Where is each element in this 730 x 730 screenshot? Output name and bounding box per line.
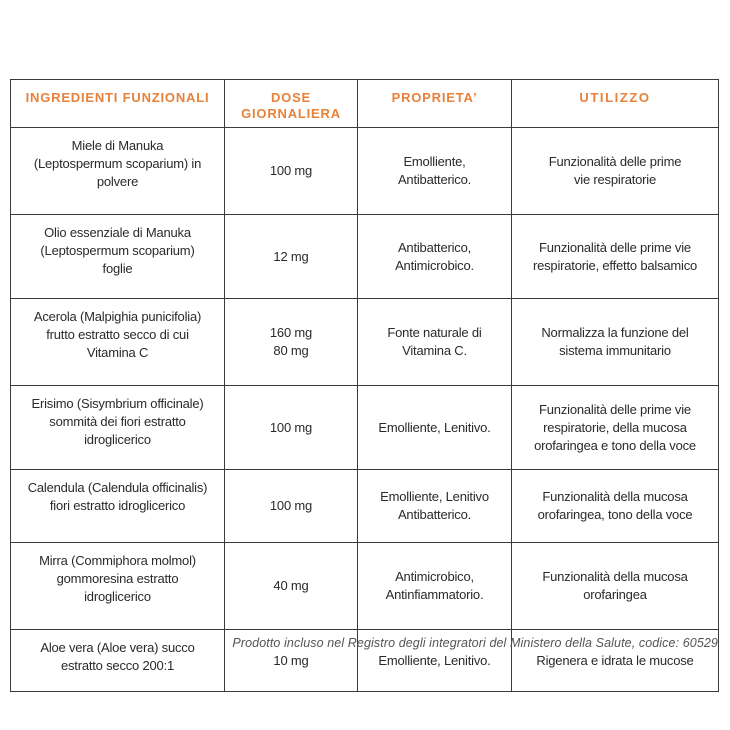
cell-line: Antibatterico. [397,172,472,187]
header-ingredienti [11,80,225,128]
ingredient-cell [11,128,225,215]
cell-line: 12 mg [273,248,309,264]
cell-line: foglie [102,261,133,276]
cell-line: Antimicrobico. [395,257,474,273]
table-row [11,128,719,215]
properties-cell [358,386,512,470]
use-cell [512,386,719,470]
ingredient-cell [11,299,225,386]
cell-line: (Leptospermum scoparium) [40,243,195,258]
cell-line: Erisimo (Sisymbrium officinale) [31,396,204,411]
cell-line: gommoresina estratto [56,571,179,586]
cell-line: 80 mg [273,343,309,358]
table-row [11,215,719,299]
cell-line: 40 mg [273,578,309,593]
table-row [11,470,719,543]
header-dose [225,80,358,128]
cell-line: 100 mg [269,163,313,178]
cell-line: Emolliente, Lenitivo. [378,419,491,435]
table-row [11,543,719,630]
dose-cell [225,128,358,215]
properties-cell [358,128,512,215]
header-text: FUNZIONALI [122,90,210,105]
cell-line: Acerola (Malpighia punicifolia) [33,309,202,324]
cell-line: idroglicerico [84,432,151,447]
use-cell [512,299,719,386]
cell-line: orofaringea e tono della voce [534,437,696,453]
cell-line: Antinfiammatorio. [385,587,484,602]
cell-line: Emolliente, [403,154,466,169]
use-cell [512,128,719,215]
cell-line: orofaringea [583,587,647,602]
use-cell [512,215,719,299]
cell-line: Mirra (Commiphora molmol) [39,553,196,568]
cell-line: orofaringea, tono della voce [537,507,693,522]
header-proprieta [358,80,512,128]
cell-line: Funzionalità delle prime [548,154,682,169]
use-cell [512,470,719,543]
cell-line: respiratorie, della mucosa [543,419,687,435]
cell-line: Vitamina C [86,345,149,360]
header-text: PROPRIETA’ [391,90,478,105]
cell-line: sistema immunitario [559,343,671,358]
dose-cell [225,215,358,299]
cell-line: Olio essenziale di Manuka [44,225,191,240]
properties-cell [358,299,512,386]
ingredient-cell [11,543,225,630]
ingredient-cell [11,470,225,543]
ingredient-cell [11,630,225,692]
header-text: INGREDIENTI [25,90,119,105]
cell-line: Emolliente, Lenitivo. [378,652,491,668]
properties-cell [358,543,512,630]
ingredient-cell [11,215,225,299]
cell-line: Antimicrobico, [395,569,474,584]
cell-line: Funzionalità delle prime vie [539,401,691,417]
cell-line: fiori estratto idroglicerico [49,498,186,513]
ingredient-cell [11,386,225,470]
header-text: DOSE [270,90,312,105]
dose-cell [225,543,358,630]
cell-line: Aloe vera (Aloe vera) succo [40,640,195,655]
cell-line: Antibatterico. [397,507,472,522]
properties-cell [358,215,512,299]
cell-line: respiratorie, effetto balsamico [532,257,698,273]
dose-cell [225,386,358,470]
table-row [11,386,719,470]
cell-line: frutto estratto secco di cui [46,327,189,342]
table-row [11,299,719,386]
use-cell [512,543,719,630]
header-text: UTILIZZO [579,90,651,105]
ingredients-table [10,79,719,692]
dose-cell [225,470,358,543]
cell-line: 100 mg [269,419,313,435]
cell-line: polvere [96,174,139,189]
header-utilizzo [512,80,719,128]
dose-cell [225,299,358,386]
cell-line: Emolliente, Lenitivo [380,489,489,504]
cell-line: 160 mg [269,325,313,340]
cell-line: sommità dei fiori estratto [49,414,186,429]
cell-line: Fonte naturale di [387,325,482,340]
table-header-row [11,80,719,128]
cell-line: 100 mg [269,498,313,513]
cell-line: idroglicerico [84,589,151,604]
ingredients-table-container [10,79,718,692]
cell-line: vie respiratorie [573,172,657,187]
cell-line: Antibatterico, [397,239,472,255]
cell-line: Funzionalità della mucosa [542,569,688,584]
cell-line: Miele di Manuka [71,138,164,153]
cell-line: Funzionalità della mucosa [542,489,688,504]
cell-line: 10 mg [273,652,309,668]
cell-line: (Leptospermum scoparium) in [33,156,202,171]
cell-line: Rigenera e idrata le mucose [536,652,694,668]
cell-line: Funzionalità delle prime vie [539,239,691,255]
properties-cell [358,470,512,543]
cell-line: Vitamina C. [402,343,467,358]
cell-line: estratto secco 200:1 [60,658,175,673]
header-text: GIORNALIERA [241,106,341,121]
cell-line: Normalizza la funzione del [541,325,689,340]
registry-footnote: Prodotto incluso nel Registro degli integratori del Ministero della Salute, codice: 60529 [232,636,718,650]
cell-line: Calendula (Calendula officinalis) [27,480,208,495]
